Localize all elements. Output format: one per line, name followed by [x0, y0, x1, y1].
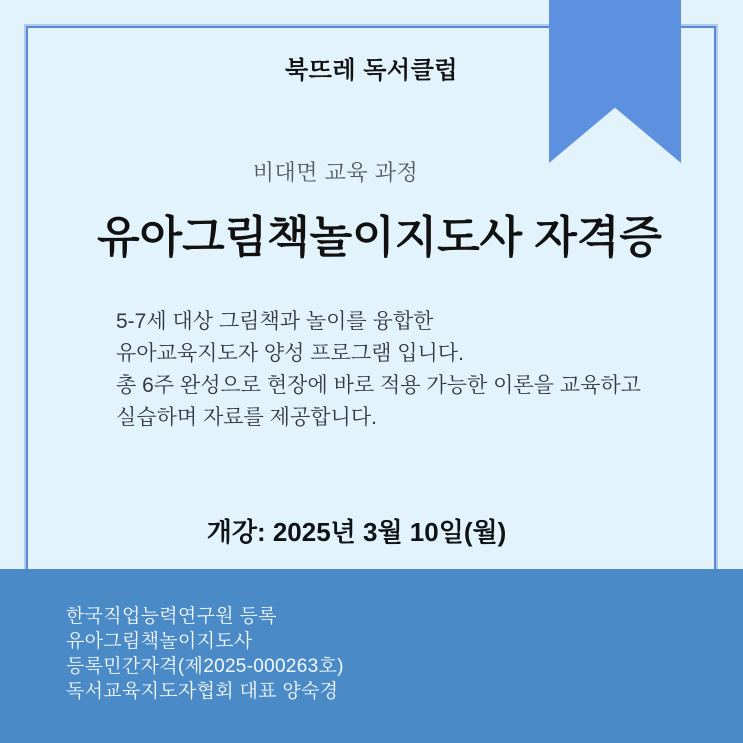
footer-line-association: 독서교육지도자협회 대표 양숙경	[66, 681, 339, 702]
club-name: 북뜨레 독서클럽	[285, 57, 458, 84]
description-line: 5-7세 대상 그림책과 놀이를 융합한	[116, 310, 434, 333]
footer-line-license-number: 등록민간자격(제2025-000263호)	[66, 656, 344, 677]
footer-line-registration: 한국직업능력연구원 등록	[66, 606, 277, 627]
description-line: 실습하며 자료를 제공합니다.	[116, 406, 377, 429]
description-line: 유아교육지도자 양성 프로그램 입니다.	[116, 342, 464, 365]
footer-line-certificate-name: 유아그림책놀이지도사	[66, 631, 253, 652]
footer-info	[66, 604, 344, 704]
start-date: 개강: 2025년 3월 10일(월)	[206, 517, 507, 547]
description-line: 총 6주 완성으로 현장에 바로 적용 가능한 이론을 교육하고	[116, 374, 641, 397]
course-description	[116, 306, 641, 434]
certificate-title: 유아그림책놀이지도사 자격증	[97, 213, 662, 262]
course-type-label: 비대면 교육 과정	[252, 160, 419, 185]
